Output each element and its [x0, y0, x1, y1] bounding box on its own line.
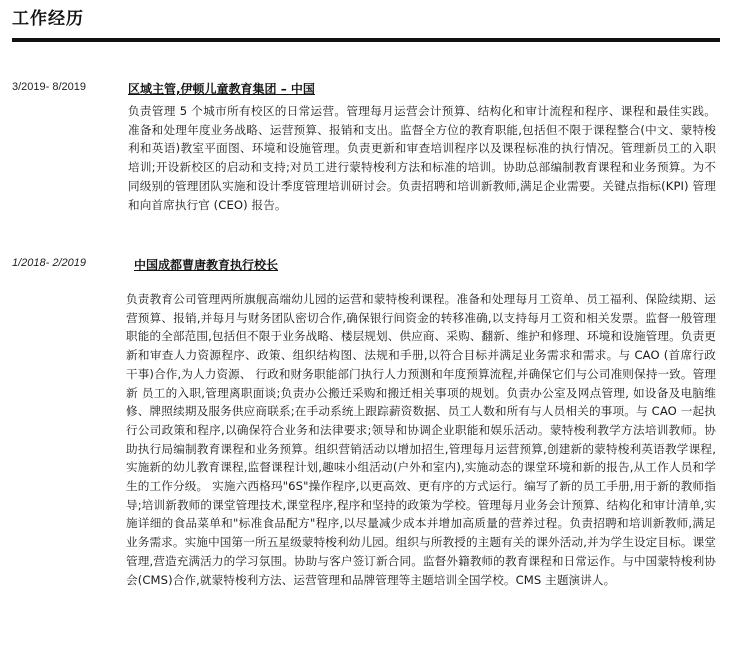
section-title: 工作经历: [12, 9, 84, 29]
job-2-date: 1/2018- 2/2019: [12, 257, 87, 269]
job-1-description: 负责管理 5 个城市所有校区的日常运营。管理每月运营会计预算、结构化和审计流程和程序、课程和最佳实践。准备和处理年度业务战略、运营预算、报销和支出。监督全方位的教育职能,包括但不限于课程整合(中文、蒙特梭利和英语)教室平面图、环境和设施管理。负责更新和审查培训程序以及课程标准的执行情况。管理新员工的入职培训;开设新校区的启动和支持;对员工进行蒙特梭利方法和标准的培训。协助总部编制教育课程和业务预算。为不同级别的管理团队实施和设计季度管理培训研讨会。负责招聘和培训新教师,满足企业需要。关键点指标(KPI) 管理和向首席执行官 (CEO) 报告。: [128, 104, 716, 212]
job-1-date: 3/2019- 8/2019: [12, 81, 87, 93]
job-2-description: 负责教育公司管理两所旗舰高端幼儿园的运营和蒙特梭利课程。准备和处理每月工资单、员工福利、保险续期、运营预算、报销,并每月与财务团队密切合作,确保银行间资金的转移准确,以支持每月工资和相关发票。监督一般管理职能的全部范围,包括但不限于业务战略、楼层规划、供应商、采购、翻新、维护和修理、环境和设施管理。负责更新和审查人力资源程序、政策、组织结构图、法规和手册,以符合目标并满足业务需求和需求。与 CAO (首席行政干事)合作,为人力资源、 行政和财务职能部门执行人力预测和年度预算流程,并确保它们与公司准则保持一致。管理新 员工的入职,管理离职面谈;负责办公搬迁采购和搬迁相关事项的规划。负责办公室及网点管理, 如设备及电脑维修、牌照续期及服务供应商联系;在手动系统上跟踪薪资数据、员工人数和所有与人员相关的事项。与 CAO 一起执行公司政策和程序,以确保符合业务和法律要求;领导和协调企业职能和娱乐活动。蒙特梭利教学方法培训教师。协助执行局编制教育课程和业务预算。组织营销活动以增加招生,管理每月运营预算,创建新的蒙特梭利英语教学课程,实施新的幼儿教育课程,监督课程计划,趣味小组活动(户外和室内),实施动态的课堂环境和新的报告,从工作人员和学生的工作分级。 实施六西格玛"6S"操作程序,以更高效、更有序的方式运行。编写了新的员工手册,用于新的教师指导;培训新教师的课堂管理技术,课堂程序,程序和坚持的政策为学校。管理每月业务会计预算、结构化和审计清单,实施详细的食品菜单和"标准食品配方"程序,以尽量减少成本并增加高质量的营养过程。负责招聘和培训新教师,满足业务需求。实施中国第一所五星级蒙特梭利幼儿园。组织与所教授的主题有关的课外活动,并为学生设定目标。课堂管理,营造充满活力的学习氛围。协助与客户签订新合同。监督外籍教师的教育课程和日常运作。与中国蒙特梭利协会(CMS)合作,就蒙特梭利方法、运营管理和品牌管理等主题培训全国学校。CMS 主题演讲人。: [126, 292, 716, 587]
job-2-title: 中国成都曹唐教育执行校长: [134, 258, 279, 272]
job-1-title: 区域主管,伊顿儿童教育集团 – 中国: [128, 82, 315, 96]
section-divider: [12, 38, 720, 42]
